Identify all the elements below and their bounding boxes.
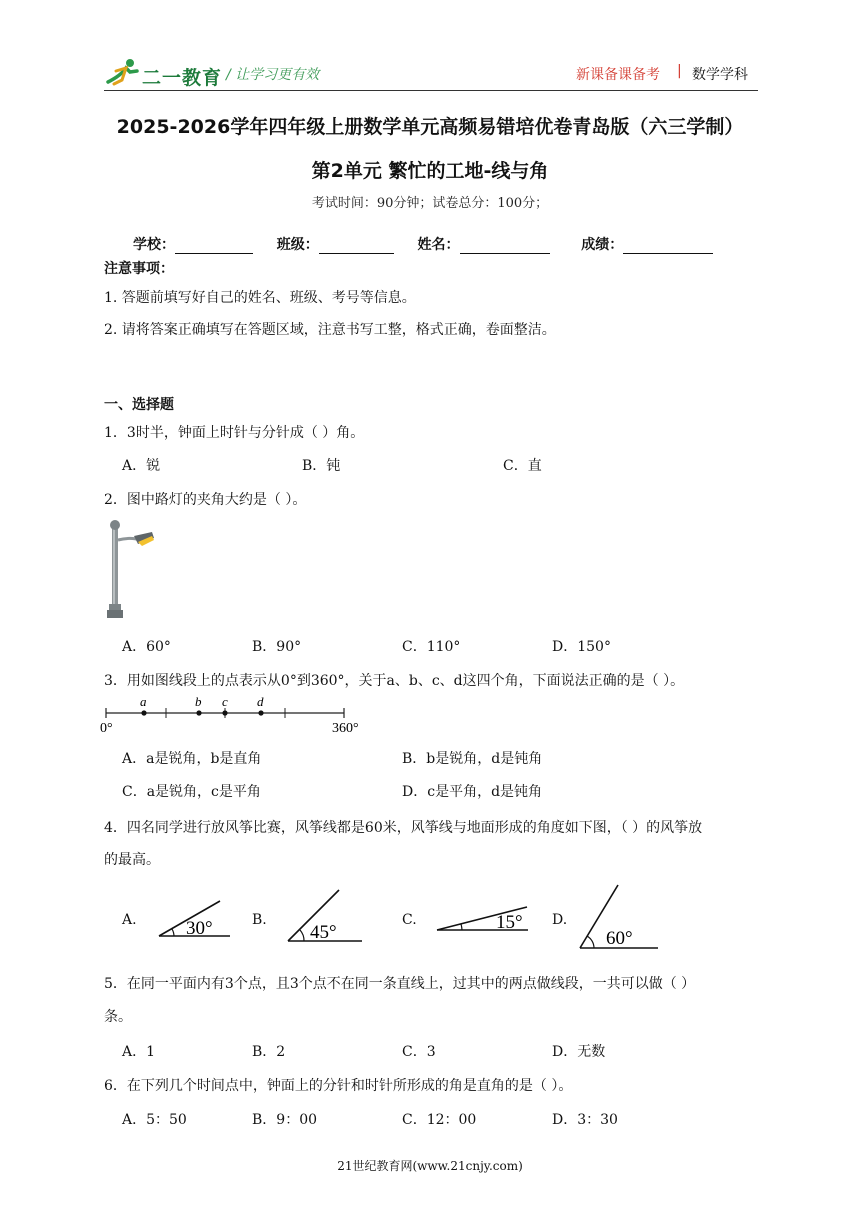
q4-option-b[interactable]: B. xyxy=(252,912,267,928)
angle-30-figure xyxy=(156,896,236,942)
question-4-line2: 的最高。 xyxy=(104,852,160,868)
point-d-label: d xyxy=(257,694,264,709)
page-title: 2025-2026学年四年级上册数学单元高频易错培优卷青岛版（六三学制） xyxy=(116,116,744,138)
q3-option-b[interactable]: B．b是锐角，d是钝角 xyxy=(402,751,543,767)
question-4-line1: 4．四名同学进行放风筝比赛，风筝线都是60米，风筝线与地面形成的角度如下图，（ ）的风筝放 xyxy=(104,820,703,836)
header-tag-left: 新课备课备考 xyxy=(576,67,660,83)
q6-option-c[interactable]: C．12：00 xyxy=(402,1112,477,1128)
class-field[interactable] xyxy=(319,239,394,254)
school-label: 学校： xyxy=(133,237,175,253)
q6-option-b[interactable]: B．9：00 xyxy=(252,1112,318,1128)
angle-15-figure xyxy=(434,904,534,936)
logo-text: 二一教育 xyxy=(142,67,223,89)
q1-option-a[interactable]: A．锐 xyxy=(122,458,161,474)
score-field[interactable] xyxy=(623,239,713,254)
angle-45-figure xyxy=(284,886,366,946)
question-5-line2: 条。 xyxy=(104,1009,132,1025)
note-item: 2. 请将答案正确填写在答题区域，注意书写工整，格式正确，卷面整洁。 xyxy=(104,322,556,338)
notes-heading: 注意事项： xyxy=(104,261,174,277)
q1-option-c[interactable]: C．直 xyxy=(503,458,542,474)
q3-option-a[interactable]: A．a是锐角，b是直角 xyxy=(122,751,262,767)
header-separator: | xyxy=(677,63,682,79)
q5-option-a[interactable]: A．1 xyxy=(122,1044,156,1060)
angle-60-figure xyxy=(576,882,662,952)
question-3: 3．用如图线段上的点表示从0°到360°，关于a、b、c、d这四个角，下面说法正确的是（ ）。 xyxy=(104,673,685,689)
street-lamp-figure xyxy=(104,518,160,622)
question-6: 6．在下列几个时间点中，钟面上的分针和时针所形成的角是直角的是（ ）。 xyxy=(104,1078,573,1094)
section-heading: 一、选择题 xyxy=(104,397,174,413)
q4-option-c[interactable]: C. xyxy=(402,912,417,928)
angle-number-line xyxy=(100,693,370,735)
point-c-label: c xyxy=(222,694,228,709)
question-5-line1: 5．在同一平面内有3个点，且3个点不在同一条直线上，过其中的两点做线段，一共可以做（ ） xyxy=(104,976,696,992)
start-label: 0° xyxy=(100,721,113,735)
logo-runner-icon xyxy=(104,58,140,86)
name-label: 姓名： xyxy=(417,237,460,253)
slogan: / 让学习更有效 xyxy=(226,67,320,83)
q2-option-b[interactable]: B．90° xyxy=(252,639,302,655)
angle-15-label: 15° xyxy=(496,912,523,933)
q6-option-d[interactable]: D．3：30 xyxy=(552,1112,618,1128)
q5-option-d[interactable]: D．无数 xyxy=(552,1044,606,1060)
score-label: 成绩： xyxy=(581,237,624,253)
q4-option-a[interactable]: A. xyxy=(122,912,137,928)
footer: 21世纪教育网(www.21cnjy.com) xyxy=(337,1159,523,1173)
question-2: 2．图中路灯的夹角大约是（ ）。 xyxy=(104,492,307,508)
point-a-label: a xyxy=(140,694,147,709)
q2-option-d[interactable]: D．150° xyxy=(552,639,611,655)
q1-option-b[interactable]: B．钝 xyxy=(302,458,341,474)
q6-option-a[interactable]: A．5：50 xyxy=(122,1112,187,1128)
angle-30-label: 30° xyxy=(186,918,213,939)
question-1: 1．3时半，钟面上时针与分针成（ ）角。 xyxy=(104,425,365,441)
exam-info: 考试时间：90分钟；试卷总分：100分； xyxy=(311,196,549,211)
angle-45-label: 45° xyxy=(310,922,337,943)
q5-option-c[interactable]: C．3 xyxy=(402,1044,436,1060)
end-label: 360° xyxy=(332,721,359,735)
name-field[interactable] xyxy=(460,239,550,254)
q2-option-a[interactable]: A．60° xyxy=(122,639,171,655)
school-field[interactable] xyxy=(175,239,253,254)
unit-title: 第2单元 繁忙的工地-线与角 xyxy=(311,160,549,182)
header-divider xyxy=(104,90,758,91)
q3-option-d[interactable]: D．c是平角，d是钝角 xyxy=(402,784,543,800)
angle-60-label: 60° xyxy=(606,928,633,949)
note-item: 1. 答题前填写好自己的姓名、班级、考号等信息。 xyxy=(104,290,416,306)
q3-option-c[interactable]: C．a是锐角，c是平角 xyxy=(122,784,261,800)
student-fields xyxy=(133,234,733,254)
header-tag-right: 数学学科 xyxy=(692,67,748,83)
class-label: 班级： xyxy=(276,237,319,253)
q5-option-b[interactable]: B．2 xyxy=(252,1044,286,1060)
header xyxy=(0,0,860,95)
q4-option-d[interactable]: D. xyxy=(552,912,568,928)
point-b-label: b xyxy=(195,694,202,709)
q2-option-c[interactable]: C．110° xyxy=(402,639,461,655)
